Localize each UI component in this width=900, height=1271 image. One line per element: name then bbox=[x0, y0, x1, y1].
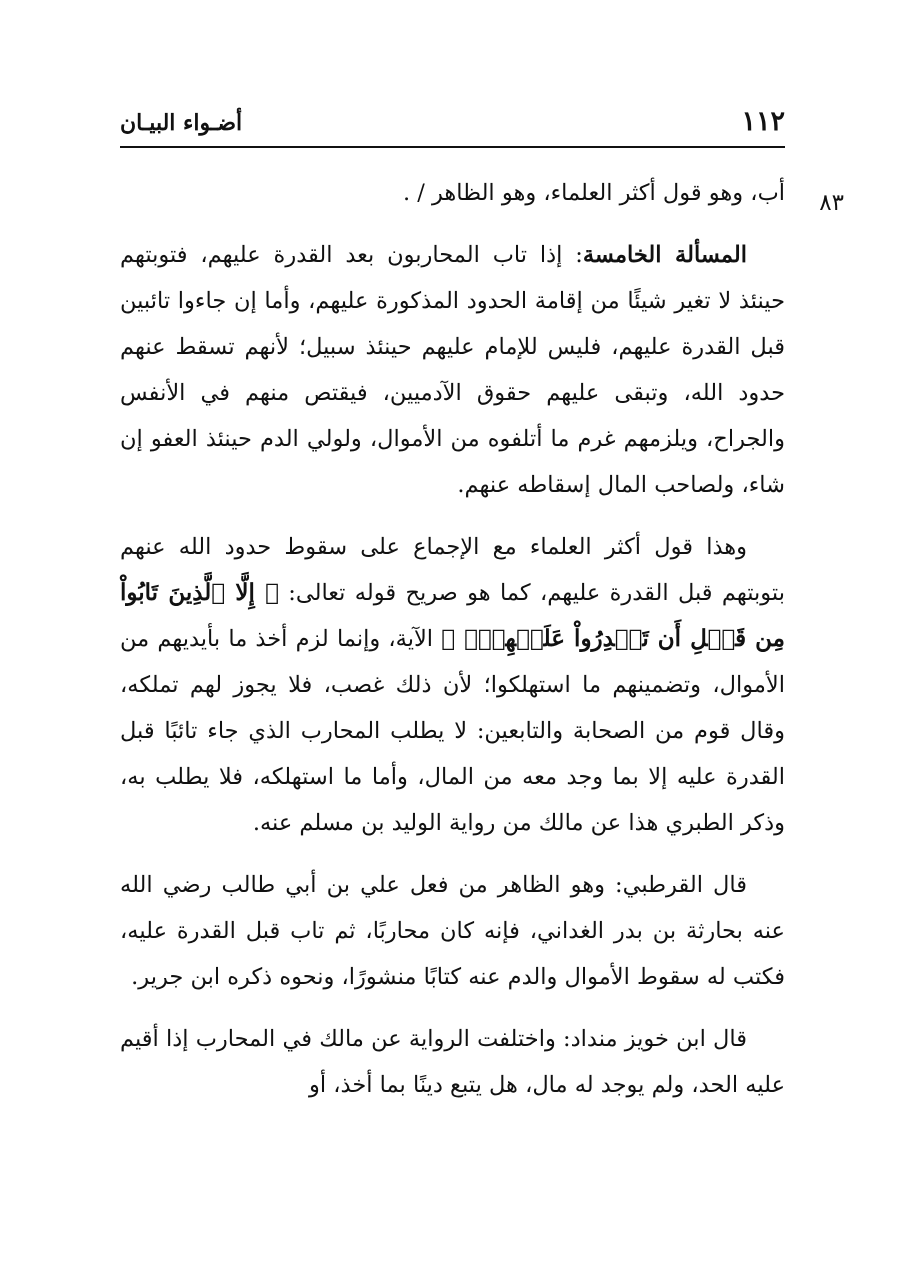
paragraph-1 bbox=[120, 170, 785, 216]
paragraph-5 bbox=[120, 1016, 785, 1108]
paragraph-3 bbox=[120, 524, 785, 846]
page-number: ١١٢ bbox=[741, 106, 785, 137]
margin-reference-number: ٨٣ bbox=[819, 190, 844, 216]
paragraph-3-text-before: وهذا قول أكثر العلماء مع الإجماع على سقوط حدود الله عنهم بتوبتهم قبل القدرة عليهم، كما هو صريح قوله تعالى: bbox=[120, 534, 785, 606]
paragraph-1-text: أب، وهو قول أكثر العلماء، وهو الظاهر / . bbox=[402, 180, 785, 206]
paragraph-2-text: : إذا تاب المحاربون بعد القدرة عليهم، فتوبتهم حينئذ لا تغير شيئًا من إقامة الحدود المذكورة عليهم، وأما إن جاءوا تائبين قبل القدرة عليهم، فليس للإمام عليهم حينئذ سبيل؛ لأنهم تسقط عنهم حدود الله، وتبقى عليهم حقوق الآدميين، فيقتص منهم في الأنفس والجراح، ويلزمهم غرم ما أتلفوه من الأموال، ولولي الدم حينئذ العفو إن شاء، ولصاحب المال إسقاطه عنهم. bbox=[120, 242, 785, 498]
paragraph-3-text-after: الآية، وإنما لزم أخذ ما بأيديهم من الأموال، وتضمينهم ما استهلكوا؛ لأن ذلك غصب، فلا يجوز لهم تملكه، وقال قوم من الصحابة والتابعين: لا يطلب المحارب الذي جاء تائبًا قبل القدرة عليه إلا بما وجد معه من المال، وأما ما استهلكه، فلا يطلب به، وذكر الطبري هذا عن مالك من رواية الوليد بن مسلم عنه. bbox=[120, 626, 785, 836]
paragraph-4 bbox=[120, 862, 785, 1000]
quran-verse: ﴿ إِلَّا ٱلَّذِينَ تَابُواْ مِن قَبۡلِ أَن تَقۡدِرُواْ عَلَيۡهِمۡۖ ﴾ bbox=[120, 579, 785, 652]
header-divider bbox=[120, 146, 785, 148]
paragraph-4-text: قال القرطبي: وهو الظاهر من فعل علي بن أبي طالب رضي الله عنه بحارثة بن بدر الغداني، فإنه كان محاربًا، ثم تاب قبل القدرة عليه، فكتب له سقوط الأموال والدم عنه كتابًا منشورًا، ونحوه ذكره ابن جرير. bbox=[120, 872, 785, 990]
book-title: أضـواء البيـان bbox=[120, 110, 243, 136]
paragraph-2 bbox=[120, 232, 785, 508]
paragraph-5-text: قال ابن خويز منداد: واختلفت الرواية عن مالك في المحارب إذا أقيم عليه الحد، ولم يوجد له مال، هل يتبع دينًا بما أخذ، أو bbox=[120, 1026, 785, 1098]
page-header bbox=[120, 104, 785, 144]
section-heading: المسألة الخامسة bbox=[582, 242, 748, 268]
page-body bbox=[120, 170, 785, 1124]
